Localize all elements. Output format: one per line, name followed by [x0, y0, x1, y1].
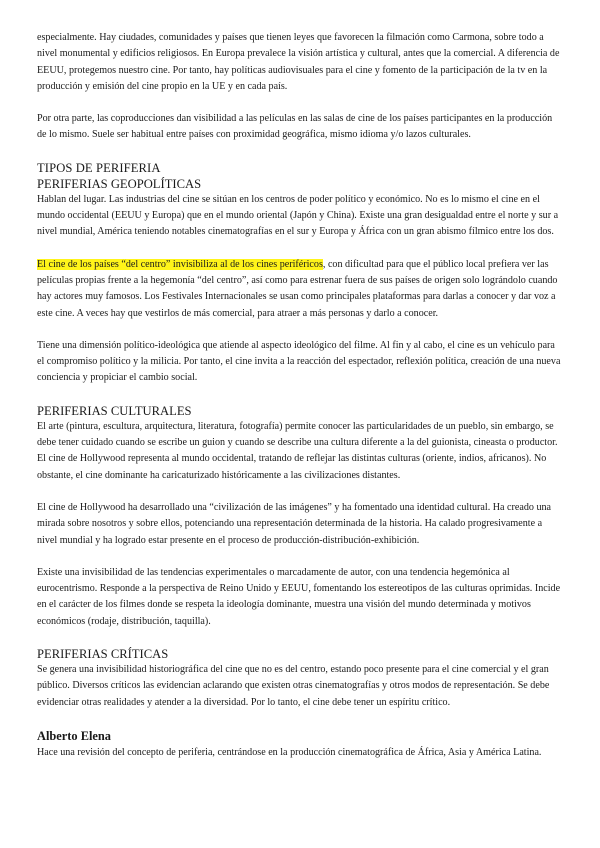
paragraph-author: Hace una revisión del concepto de periferia, centrándose en la producción cinematográfica de África, Asia y América Latina.	[37, 746, 542, 758]
paragraph-cult-2: El cine de Hollywood ha desarrollado una “civilización de las imágenes” y ha fomentado una identidad cultural. Ha creado una mirada sobre nosotros y sobre ellos, potenciando una representación determinada de la historia. Ha calado progresivamente a nivel mundial y ha logrado estar presente en el proceso de producción-distribución-exhibición.	[37, 501, 552, 546]
paragraph-geo-1: Hablan del lugar. Las industrias del cine se sitúan en los centros de poder político y económico. No es lo mismo el cine en el mundo occidental (EEUU y Europa) que en el mundo oriental (Japón y China). Existe una gran desigualdad entre el norte y sur a nivel mundial, América teniendo notables cinematografías en el sur y Europa y África con un gran abismo fílmico entre los dos.	[37, 193, 559, 238]
heading-alberto-elena: Alberto Elena	[37, 728, 111, 743]
paragraph-crit-1: Se genera una invisibilidad historiográfica del cine que no es del centro, estando poco presente para el cine comercial y el gran público. Diversos críticos las evidencian aclarando que existen otras cinematografías y otros modos de representación. Se debe evidenciar otras realidades y atender a la diversidad. Por lo tanto, el cine debe tener un espíritu crítico.	[37, 664, 550, 708]
heading-periferias-geopoliticas: PERIFERIAS GEOPOLÍTICAS	[37, 176, 202, 191]
paragraph-geo-3: Tiene una dimensión político-ideológica que atiende al aspecto ideológico del filme. Al fin y al cabo, el cine es un vehículo para el compromiso político y la milicia. Por tanto, el cine invita a la reacción del espectador, reflexión política, creación de una nueva conciencia y propiciar el cambio social.	[37, 339, 561, 384]
paragraph-geo-2-rest: , con dificultad para que el público local prefiera ver las películas propias frente a la hegemonía “del centro”, así como para estrenar fuera de sus países de origen solo lográndolo cuando hay actores muy famosos. Los Festivales Internacionales se usan como principales plataformas para darlas a conocer y dar voz a este cine. A veces hay que vestirlos de más comercial, para atraer a más personas y darlo a conocer.	[37, 258, 558, 319]
paragraph-cult-3: Existe una invisibilidad de las tendencias experimentales o marcadamente de autor, con una tendencia hegemónica al eurocentrismo. Responde a la perspectiva de Reino Unido y EEUU, fomentando los estereotipos de las culturas oprimidas. Incide en el carácter de los filmes donde se respeta la ideología dominante, muestra una visión del mundo determinada y motivos económicos (rodaje, distribución, taquilla).	[37, 566, 561, 627]
heading-periferias-culturales: PERIFERIAS CULTURALES	[37, 403, 192, 418]
paragraph-geo-2	[37, 257, 563, 322]
paragraph-cult-1: El arte (pintura, escultura, arquitectura, literatura, fotografía) permite conocer las particularidades de un pueblo, sin embargo, se debe tener cuidado cuando se escribe un guion y cuando se describe una cultura diferente a la del guionista, cineasta o productor. El cine de Hollywood representa al mundo occidental, tratando de reflejar las distintas culturas (oriente, indios, africanos). No obstante, el cine dominante ha caricaturizado históricamente a las civilizaciones distantes.	[37, 420, 558, 481]
paragraph-intro: especialmente. Hay ciudades, comunidades y países que tienen leyes que favorecen la filmación como Carmona, sobre todo a nivel monumental y edificios religiosos. En Europa prevalece la visión artística y cultural, antes que la comercial. A diferencia de EEUU, protegemos nuestro cine. Por tanto, hay políticas audiovisuales para el cine y fomento de la participación de la tv en la producción y emisión del cine propio en la UE y en cada país.	[37, 32, 560, 92]
highlighted-text: El cine de los países “del centro” invisibiliza al de los cines periféricos	[37, 258, 323, 270]
heading-periferias-criticas: PERIFERIAS CRÍTICAS	[37, 647, 169, 662]
heading-tipos-de-periferia: TIPOS DE PERIFERIA	[37, 160, 161, 175]
paragraph-coproducciones: Por otra parte, las coproducciones dan visibilidad a las películas en las salas de cine de los países participantes en la producción de lo mismo. Suele ser habitual entre países con proximidad geográfica, mismo idioma y/o lazos culturales.	[37, 113, 553, 141]
